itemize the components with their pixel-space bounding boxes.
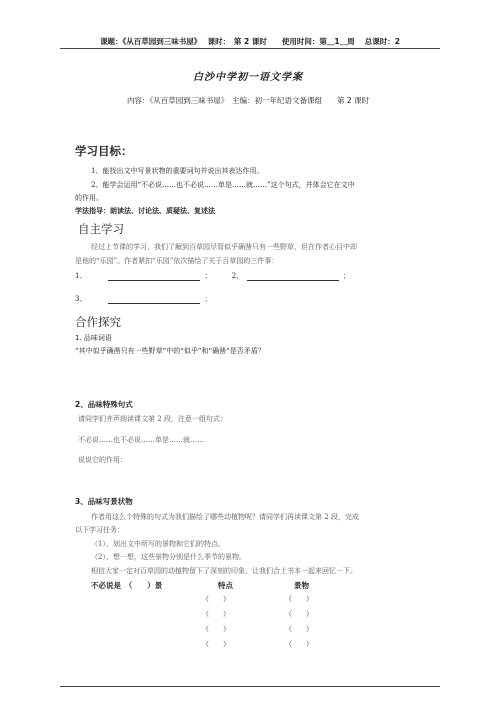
lesson-subtitle: 内容：《从百草园到三味书屋》 主编：初一年纪语文备课组 第 2 课时 bbox=[126, 96, 370, 105]
separator-3: ； bbox=[204, 295, 212, 303]
blank-row-1 bbox=[75, 271, 350, 281]
footer-divider bbox=[60, 686, 440, 687]
lesson-header: 课题：《从百草园到三味书屋》 课时： 第 2 课时 使用时间：第＿1＿周 总课时：2 bbox=[100, 37, 400, 46]
self-study-intro-2: 是他的“乐园”。作者紧扣“乐园”依次描绘了关于百草园的三件事： bbox=[75, 257, 279, 265]
feature-blank-3[interactable]: （ ） bbox=[202, 625, 230, 633]
feature-blank-4[interactable]: （ ） bbox=[202, 640, 230, 648]
answer-blank-1[interactable] bbox=[108, 272, 200, 281]
answer-blank-3[interactable] bbox=[108, 295, 200, 304]
blank-row-2 bbox=[75, 294, 211, 304]
goal-item-2: 2、能学会运用“不必说……也不必说……单是……就……”这个句式，并体会它在文中 bbox=[91, 181, 355, 189]
header-divider bbox=[60, 48, 440, 49]
cooperative-heading: 合作探究 bbox=[75, 315, 121, 329]
table-col-object: 景物 bbox=[294, 581, 309, 590]
q3-text-1: 作者用这么个特殊的句式为我们描绘了哪些动植物呢？请同学们再读课文第 2 段，完成 bbox=[91, 513, 359, 521]
separator-2: ； bbox=[343, 272, 351, 280]
school-title: 白沙中学初一语文学案 bbox=[193, 72, 303, 83]
q2-title: 2、品味特殊句式 bbox=[75, 400, 133, 409]
object-blank-3[interactable]: （ ） bbox=[285, 625, 313, 633]
object-blank-2[interactable]: （ ） bbox=[285, 610, 313, 618]
table-col-scene: 不必说是 （ ）景 bbox=[91, 581, 163, 590]
q3-task-1: （1）、划出文中所写的景物和它们的特点。 bbox=[91, 540, 225, 548]
answer-blank-2[interactable] bbox=[247, 272, 339, 281]
goals-heading: 学习目标： bbox=[75, 144, 133, 158]
method-text: 学法指导：朗读法、讨论法、质疑法、复述法 bbox=[75, 206, 215, 215]
q3-text-2: 以下学习任务： bbox=[75, 526, 124, 534]
q1-text: “其中似乎确凿只有一些野草”中的“似乎”和“确凿”是否矛盾？ bbox=[75, 347, 265, 355]
blank-label-1: 1、 bbox=[75, 272, 87, 280]
blank-label-3: 3、 bbox=[75, 295, 87, 303]
q3-title: 3、品味写景状物 bbox=[75, 497, 133, 506]
blank-label-2: 2、 bbox=[231, 272, 244, 280]
feature-blank-2[interactable]: （ ） bbox=[202, 610, 230, 618]
q3-task-2: （2）、想一想，这些景物分别是什么季节的景物。 bbox=[91, 553, 246, 561]
object-blank-1[interactable]: （ ） bbox=[285, 595, 313, 603]
self-study-heading: 自主学习 bbox=[78, 222, 124, 236]
q1-title: 1. 品味词语 bbox=[75, 334, 112, 342]
feature-blank-1[interactable]: （ ） bbox=[202, 595, 230, 603]
separator-1: ； bbox=[204, 272, 212, 280]
goal-item-1: 1、能找出文中写景状物的重要词句并说出其表达作用。 bbox=[91, 167, 264, 175]
goal-item-2-cont: 的作用。 bbox=[75, 194, 103, 202]
object-blank-4[interactable]: （ ） bbox=[285, 640, 313, 648]
q2-ask: 说说它的作用： bbox=[78, 456, 127, 464]
table-col-feature: 特点 bbox=[218, 581, 233, 590]
q3-text-3: 相信大家一定对百草园的动植物留下了深刻的印象，让我们合上书本一起来回忆一下。 bbox=[91, 567, 357, 575]
q2-text: 请同学们齐声朗读课文第 2 段，注意一组句式： bbox=[78, 415, 227, 423]
self-study-intro-1: 经过上节课的学习，我们了解到百草园尽管似乎确凿只有一些野草，但在作者心目中却 bbox=[91, 243, 357, 251]
q2-pattern: 不必说……也不必说……单是……就…… bbox=[78, 436, 204, 444]
